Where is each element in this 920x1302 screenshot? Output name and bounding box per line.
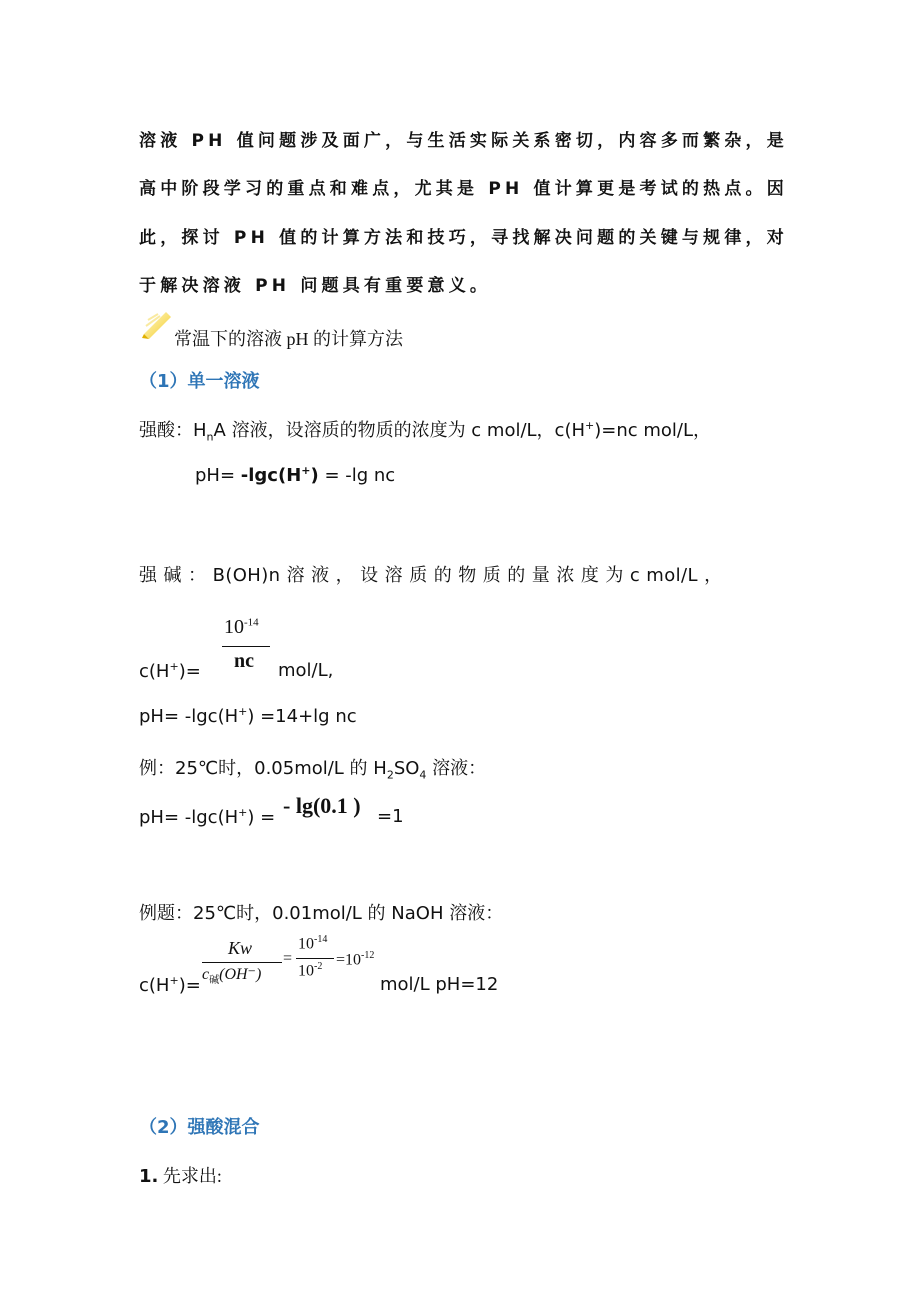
ex1-ph-a: pH= -lgc(H [139, 807, 239, 828]
frac-num-exp: -14 [244, 616, 259, 629]
f2-num-exp: -14 [314, 934, 328, 945]
f2-den: 10 [298, 962, 314, 980]
intro-line-1: 溶液 PH 值问题涉及面广，与生活实际关系密切，内容多而繁杂，是 [139, 131, 788, 151]
den-sub-base: 碱 [209, 975, 220, 987]
ex1-line-a: 例：25℃时，0.05mol/L 的 H [139, 758, 387, 779]
ph-prefix: pH= [195, 465, 241, 486]
section-title: 常温下的溶液 pH 的计算方法 [174, 329, 403, 349]
fraction-1e-14-over-1e-2 [296, 934, 336, 986]
formula-n-sub: n [206, 430, 214, 444]
example1-result: =1 [377, 806, 404, 827]
ph-bold-plus: + [301, 464, 311, 477]
base-ph-a: pH= -lgc(H [139, 706, 239, 727]
example2-tail: mol/L pH=12 [380, 974, 499, 995]
step1-text: 先求出: [158, 1166, 222, 1186]
step1-line [139, 1162, 222, 1188]
frac-den: nc [234, 650, 254, 672]
ex1-sub-4: 4 [419, 768, 427, 782]
strong-acid-line [139, 416, 711, 444]
intro-line-2: 高中阶段学习的重点和难点，尤其是 PH 值计算更是考试的热点。因 [139, 179, 788, 199]
pencil-highlight-icon [140, 308, 174, 340]
formula-h: H [193, 420, 207, 441]
ex1-ph-plus: + [238, 806, 248, 819]
example2-ch-line [139, 974, 201, 996]
base-ph-b: ) =14+lg nc [247, 706, 357, 727]
subheading-strong-acid-mix: （2）强酸混合 [139, 1117, 260, 1138]
subheading-single-solution: （1）单一溶液 [139, 371, 260, 392]
ph-suffix: = -lg nc [318, 465, 396, 486]
f2-den-exp: -2 [314, 961, 323, 972]
fraction-bar [222, 646, 270, 647]
fraction-1e-14-over-nc [222, 616, 272, 680]
ch-suffix: )= [178, 661, 201, 682]
den-c: c [202, 966, 210, 983]
fraction-bar-kw [202, 962, 282, 963]
example1-ph-line [139, 806, 275, 828]
step1-number: 1. [139, 1166, 159, 1187]
kw-num: Kw [228, 938, 253, 958]
ex2-ch-a: c(H [139, 975, 170, 996]
intro-line-4: 于解决溶液 PH 问题具有重要意义。 [139, 276, 492, 296]
fraction-kw-over-c-oh [200, 938, 286, 990]
ex1-sub-2: 2 [386, 768, 394, 782]
base-ph-plus: + [238, 705, 248, 718]
formula-a: A [213, 420, 226, 441]
strong-acid-ph-line [195, 464, 395, 486]
eq2-exp: -12 [361, 950, 375, 961]
strong-base-unit: mol/L, [278, 660, 334, 681]
equals-2 [336, 950, 374, 969]
frac-num: 10 [224, 616, 244, 638]
ch-prefix: c(H [139, 661, 170, 682]
example1-line [139, 754, 486, 782]
fraction-bar-2 [296, 958, 334, 959]
strong-base-line: 强 碱 ： B(OH)n 溶 液 ， 设 溶 质 的 物 质 的 量 浓 度 为 c mol/L ， [139, 565, 723, 586]
ex1-ph-b: ) = [247, 807, 276, 828]
den-oh: (OH⁻) [219, 966, 262, 983]
f2-num: 10 [298, 935, 314, 953]
ex1-line-b: SO [393, 758, 420, 779]
strong-acid-label: 强酸： [139, 420, 193, 441]
example2-line: 例题：25℃时，0.01mol/L 的 NaOH 溶液： [139, 903, 504, 924]
equals-1: = [283, 950, 293, 967]
intro-line-3: 此，探讨 PH 值的计算方法和技巧，寻找解决问题的关键与规律，对 [139, 228, 788, 248]
strong-acid-text: 溶液，设溶质的物质的浓度为 c mol/L，c(H [225, 420, 586, 441]
ph-bold-a: -lgc(H [240, 465, 302, 486]
ex2-ch-b: )= [178, 975, 201, 996]
eq2-base: =10 [336, 951, 362, 969]
ex1-line-c: 溶液： [426, 758, 487, 779]
strong-base-ch-line [139, 660, 201, 682]
strong-acid-text2: )=nc mol/L， [594, 420, 712, 441]
example1-expr: - lg(0.1 ) [283, 793, 361, 818]
strong-base-ph-line [139, 705, 357, 727]
h-plus-sup: + [585, 419, 595, 432]
ch-plus: + [169, 660, 179, 673]
ex2-ch-plus: + [169, 974, 179, 987]
ph-bold-b: ) [310, 465, 319, 486]
